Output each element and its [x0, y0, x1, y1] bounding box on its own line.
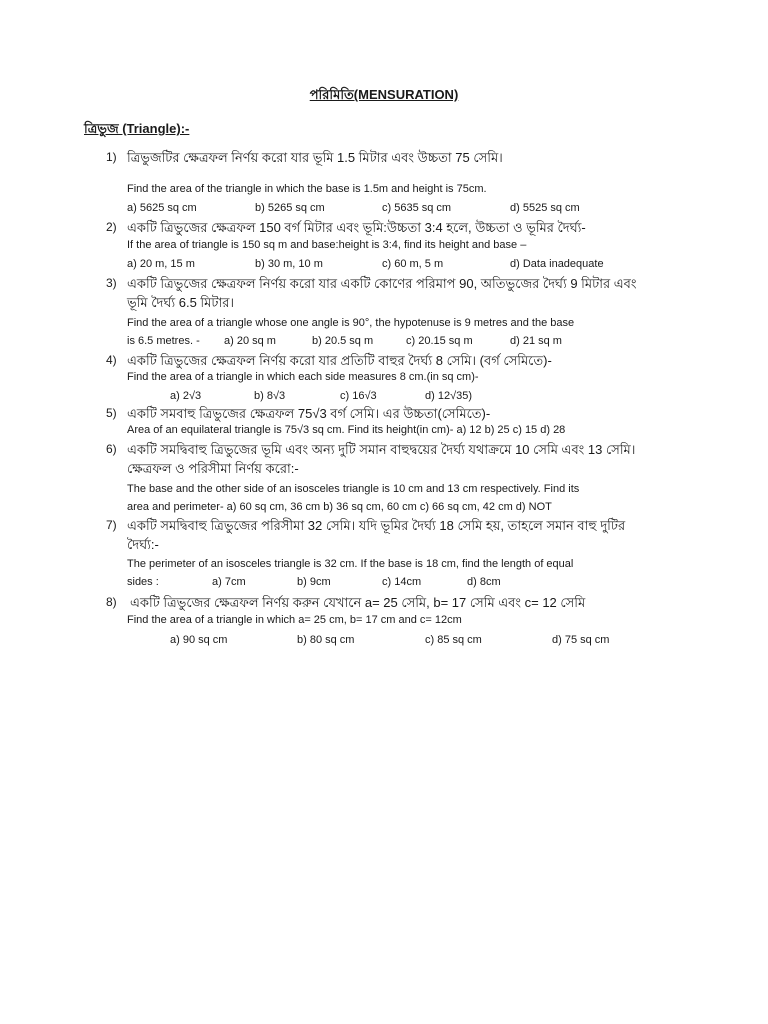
question-5-number: 5): [106, 406, 117, 420]
question-1-bengali-line-1: ত্রিভুজটির ক্ষেত্রফল নির্ণয় করো যার ভূমি 1.5 মিটার এবং উচ্চতা 75 সেমি।: [127, 150, 503, 165]
question-8-english-line-1: Find the area of a triangle in which a= 25 cm, b= 17 cm and c= 12cm: [127, 614, 462, 626]
question-2-option-d: d) Data inadequate: [510, 258, 604, 270]
question-7-bengali-line-1: একটি সমদ্বিবাহু ত্রিভুজের পরিসীমা 32 সেমি। যদি ভূমির দৈর্ঘ্য 18 সেমি হয়, তাহলে সমান বাহু দুটির: [127, 518, 626, 533]
question-4-bengali-line-1: একটি ত্রিভুজের ক্ষেত্রফল নির্ণয় করো যার প্রতিটি বাহুর দৈর্ঘ্য 8 সেমি। (বর্গ সেমিতে)-: [127, 353, 552, 368]
question-8-option-a: a) 90 sq cm: [170, 634, 228, 646]
question-8-bengali-line-1: একটি ত্রিভুজের ক্ষেত্রফল নির্ণয় করুন যেখানে a= 25 সেমি, b= 17 সেমি এবং c= 12 সেমি: [130, 595, 586, 610]
question-2-bengali-line-1: একটি ত্রিভুজের ক্ষেত্রফল 150 বর্গ মিটার এবং ভূমি:উচ্চতা 3:4 হলে, উচ্চতা ও ভূমির দৈর্ঘ্য-: [127, 220, 586, 235]
question-3-bengali-line-1: একটি ত্রিভুজের ক্ষেত্রফল নির্ণয় করো যার একটি কোণের পরিমাপ 90, অতিভুজের দৈর্ঘ্য 9 মিটার এবং: [127, 276, 637, 291]
question-7-bengali-line-2: দৈর্ঘ্য:-: [127, 537, 159, 552]
question-5-bengali-line-1: একটি সমবাহু ত্রিভুজের ক্ষেত্রফল 75√3 বর্গ সেমি। এর উচ্চতা(সেমিতে)-: [127, 406, 491, 421]
question-5-english-line-1: Area of an equilateral triangle is 75√3 sq cm. Find its height(in cm)- a) 12 b) 25 c) 15 d) 28: [127, 424, 566, 436]
question-1-english-line-1: Find the area of the triangle in which the base is 1.5m and height is 75cm.: [127, 183, 487, 195]
section-heading: ত্রিভুজ (Triangle):-: [84, 121, 190, 136]
question-4-option-b: b) 8√3: [254, 390, 286, 402]
question-3-english-line-2: is 6.5 metres. -: [127, 335, 200, 347]
question-7-option-a: a) 7cm: [212, 576, 246, 588]
question-2-option-c: c) 60 m, 5 m: [382, 258, 444, 270]
question-2-number: 2): [106, 220, 117, 234]
question-3-option-d: d) 21 sq m: [510, 335, 562, 347]
question-8-option-d: d) 75 sq cm: [552, 634, 610, 646]
question-1-option-d: d) 5525 sq cm: [510, 202, 580, 214]
question-1-option-a: a) 5625 sq cm: [127, 202, 197, 214]
question-7-number: 7): [106, 518, 117, 532]
question-3-option-c: c) 20.15 sq m: [406, 335, 473, 347]
page-title: পরিমিতি(MENSURATION): [309, 87, 459, 102]
question-6-number: 6): [106, 442, 117, 456]
question-6-english-line-2: area and perimeter- a) 60 sq cm, 36 cm b) 36 sq cm, 60 cm c) 66 sq cm, 42 cm d) NOT: [127, 501, 552, 513]
question-6-bengali-line-1: একটি সমদ্বিবাহু ত্রিভুজের ভূমি এবং অন্য দুটি সমান বাহুদ্বয়ের দৈর্ঘ্য যথাক্রমে 10 সেমি এবং 13 সেমি।: [127, 442, 636, 457]
question-1-option-c: c) 5635 sq cm: [382, 202, 452, 214]
question-3-number: 3): [106, 276, 117, 290]
question-1-number: 1): [106, 150, 117, 164]
question-4-option-c: c) 16√3: [340, 390, 377, 402]
question-4-option-a: a) 2√3: [170, 390, 202, 402]
question-3-option-b: b) 20.5 sq m: [312, 335, 374, 347]
question-2-option-b: b) 30 m, 10 m: [255, 258, 323, 270]
question-6-bengali-line-2: ক্ষেত্রফল ও পরিসীমা নির্ণয় করো:-: [127, 461, 299, 476]
question-8-option-b: b) 80 sq cm: [297, 634, 355, 646]
question-8-number: 8): [106, 595, 117, 609]
question-7-option-b: b) 9cm: [297, 576, 331, 588]
question-4-option-d: d) 12√35): [425, 390, 473, 402]
question-3-english-line-1: Find the area of a triangle whose one angle is 90°, the hypotenuse is 9 metres and the base: [127, 317, 575, 329]
question-2-option-a: a) 20 m, 15 m: [127, 258, 195, 270]
question-7-options-prefix: sides :: [127, 576, 159, 588]
question-7-option-d: d) 8cm: [467, 576, 501, 588]
question-8-option-c: c) 85 sq cm: [425, 634, 482, 646]
question-3-bengali-line-2: ভূমি দৈর্ঘ্য 6.5 মিটার।: [127, 295, 235, 310]
question-2-english-line-1: If the area of triangle is 150 sq m and base:height is 3:4, find its height and base –: [127, 239, 527, 251]
question-1-option-b: b) 5265 sq cm: [255, 202, 325, 214]
question-3-option-a: a) 20 sq m: [224, 335, 276, 347]
question-7-option-c: c) 14cm: [382, 576, 422, 588]
question-4-english-line-1: Find the area of a triangle in which each side measures 8 cm.(in sq cm)-: [127, 371, 479, 383]
question-4-number: 4): [106, 353, 117, 367]
question-7-english-line-1: The perimeter of an isosceles triangle is 32 cm. If the base is 18 cm, find the length of equal: [127, 558, 574, 570]
question-6-english-line-1: The base and the other side of an isosceles triangle is 10 cm and 13 cm respectively. Find its: [127, 483, 580, 495]
